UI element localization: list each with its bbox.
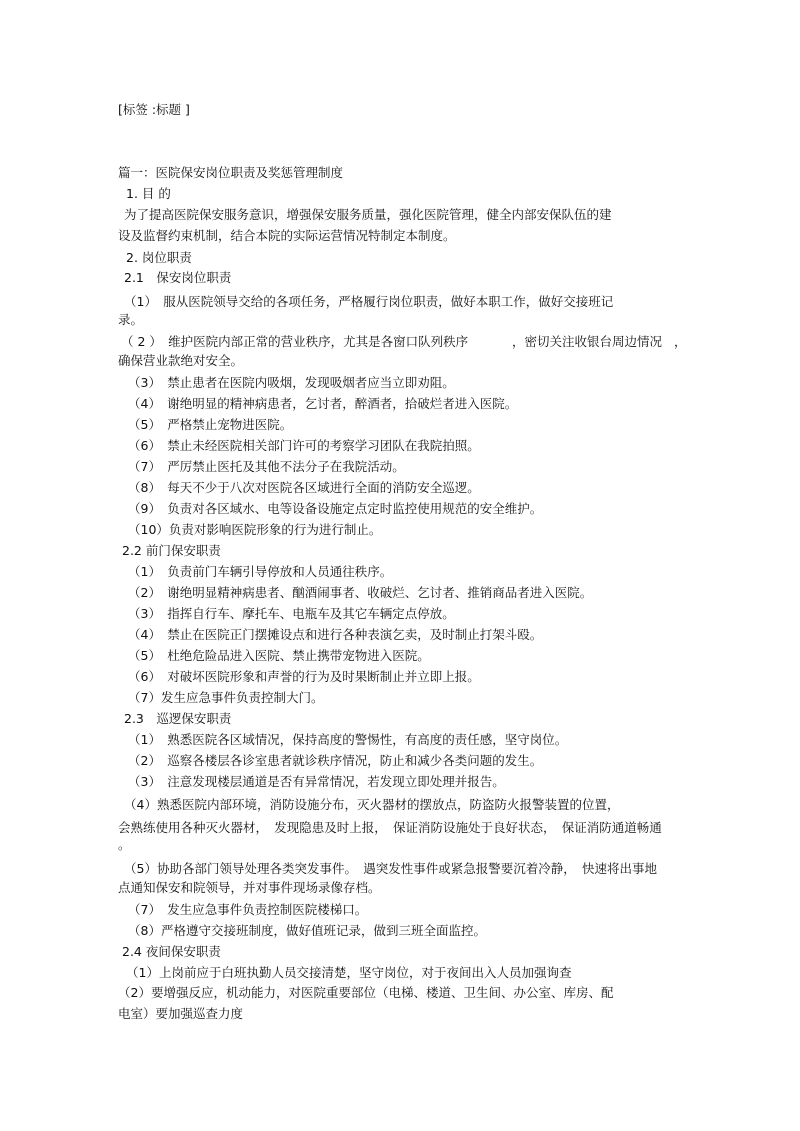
list-item-2-1-1-line-2: 录。 (118, 312, 144, 327)
list-item-2-1-3: （3） 禁止患者在医院内吸烟，发现吸烟者应当立即劝阻。 (128, 375, 455, 390)
list-item-2-3-7: （7） 发生应急事件负责控制医院楼梯口。 (128, 902, 368, 917)
list-item-2-3-2: （2） 巡察各楼层各诊室患者就诊秩序情况，防止和减少各类问题的发生。 (128, 753, 543, 768)
list-item-2-1-2-line-1-part-2: ，密切关注收银台周边情况 (512, 334, 663, 349)
list-item-2-3-8: （8）严格遵守交接班制度，做好值班记录，做到三班全面监控。 (128, 923, 486, 938)
list-item-2-2-2: （2） 谢绝明显精神病患者、酗酒闹事者、收破烂、乞讨者、推销商品者进入医院。 (128, 585, 593, 600)
list-item-2-3-4-line-3: 。 (118, 837, 131, 852)
section-1-paragraph-line-1: 为了提高医院保安服务意识，增强保安服务质量，强化医院管理，健全内部安保队伍的建 (124, 207, 612, 222)
list-item-2-3-4-line-2: 会熟练使用各种灭火器材， 发现隐患及时上报， 保证消防设施处于良好状态， 保证消防通道畅通 (118, 820, 662, 835)
list-item-2-1-7: （7） 严厉禁止医托及其他不法分子在我院活动。 (128, 459, 405, 474)
list-item-2-1-6: （6） 禁止未经医院相关部门许可的考察学习团队在我院拍照。 (128, 438, 480, 453)
section-2-4-heading: 2.4 夜间保安职责 (122, 944, 221, 959)
section-2-2-heading: 2.2 前门保安职责 (122, 543, 221, 558)
list-item-2-2-6: （6） 对破坏医院形象和声誉的行为及时果断制止并立即上报。 (128, 669, 480, 684)
list-item-2-1-1-line-1: （1） 服从医院领导交给的各项任务，严格履行岗位职责，做好本职工作，做好交接班记 (124, 294, 614, 309)
list-item-2-2-5: （5） 杜绝危险品进入医院、禁止携带宠物进入医院。 (128, 648, 430, 663)
list-item-2-3-4-line-1: （4）熟悉医院内部环境，消防设施分布，灭火器材的摆放点，防盗防火报警装置的位置， (124, 797, 620, 812)
list-item-2-3-5-line-1: （5）协助各部门领导处理各类突发事件。 遇突发性事件或紧急报警要沉着冷静， 快速将出事地 (124, 861, 657, 876)
list-item-2-4-1: （1）上岗前应于白班执勤人员交接清楚，坚守岗位，对于夜间出入人员加强询查 (126, 965, 572, 980)
list-item-2-1-2-line-2: 确保营业款绝对安全。 (118, 353, 244, 368)
section-2-heading: 2. 岗位职责 (126, 250, 192, 265)
list-item-2-2-3: （3） 指挥自行车、摩托车、电瓶车及其它车辆定点停放。 (128, 606, 455, 621)
list-item-2-3-1: （1） 熟悉医院各区域情况，保持高度的警惕性，有高度的责任感，坚守岗位。 (128, 732, 568, 747)
section-2-1-heading: 2.1 保安岗位职责 (124, 270, 232, 285)
list-item-2-2-4: （4） 禁止在医院正门摆摊设点和进行各种表演乞卖，及时制止打架斗殴。 (128, 627, 543, 642)
list-item-2-1-8: （8） 每天不少于八次对医院各区域进行全面的消防安全巡逻。 (128, 480, 480, 495)
section-1-heading: 1. 目 的 (126, 186, 171, 201)
list-item-2-1-2-line-1: （ 2 ） 维护医院内部正常的营业秩序，尤其是各窗口队列秩序 (121, 334, 469, 349)
list-item-2-3-3: （3） 注意发现楼层通道是否有异常情况，若发现立即处理并报告。 (128, 774, 505, 789)
list-item-2-4-2-line-2: 电室）要加强巡查力度 (118, 1006, 244, 1021)
list-item-2-1-10: （10）负责对影响医院形象的行为进行制止。 (128, 522, 382, 537)
list-item-2-3-5-line-2: 点通知保安和院领导，并对事件现场录像存档。 (118, 880, 381, 895)
list-item-2-1-4: （4） 谢绝明显的精神病患者，乞讨者，醉酒者，拾破烂者进入医院。 (128, 396, 518, 411)
section-1-paragraph-line-2: 设及监督约束机制，结合本院的实际运营情况特制定本制度。 (118, 228, 456, 243)
doc-tag: [标签 :标题 ] (118, 102, 190, 117)
doc-title: 篇一：医院保安岗位职责及奖惩管理制度 (118, 165, 344, 180)
list-item-2-2-7: （7）发生应急事件负责控制大门。 (128, 690, 324, 705)
list-item-2-4-2-line-1: （2）要增强反应，机动能力，对医院重要部位（电梯、楼道、卫生间、办公室、库房、配 (118, 985, 614, 1000)
list-item-2-1-2-line-1-part-3: ， (674, 334, 687, 349)
list-item-2-1-9: （9） 负责对各区域水、电等设备设施定点定时监控使用规范的安全维护。 (128, 501, 543, 516)
list-item-2-2-1: （1） 负责前门车辆引导停放和人员通往秩序。 (128, 564, 393, 579)
section-2-3-heading: 2.3 巡逻保安职责 (124, 711, 232, 726)
list-item-2-1-5: （5） 严格禁止宠物进医院。 (128, 417, 293, 432)
